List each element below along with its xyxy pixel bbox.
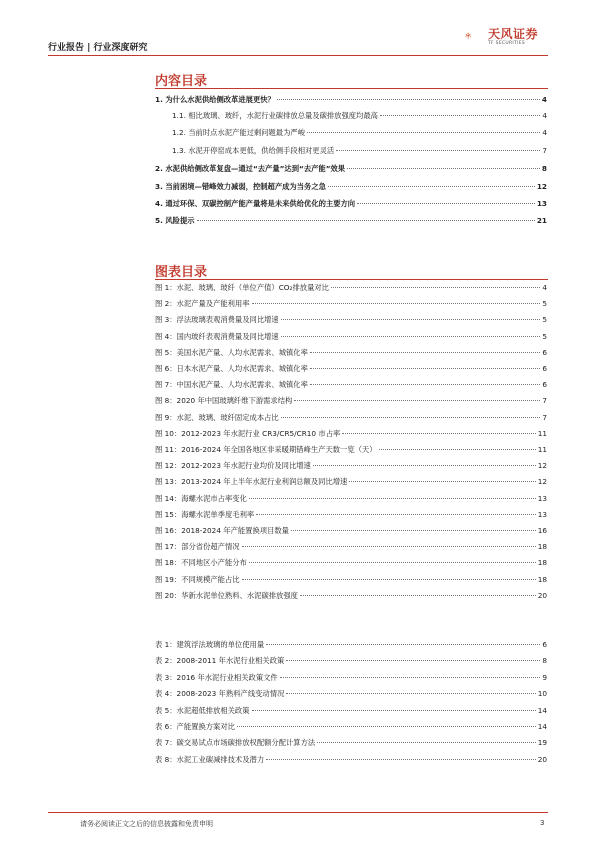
toc-entry[interactable]: 图 7：中国水泥产量、人均水泥需求、城镇化率 6 [155, 380, 547, 390]
toc-entry[interactable]: 表 1：建筑浮法玻璃的单位使用量 6 [155, 640, 547, 649]
logo-text-cn: 天风证券 [488, 27, 539, 41]
toc-entry[interactable]: 图 6：日本水泥产量、人均水泥需求、城镇化率 6 [155, 364, 547, 373]
toc-entry[interactable]: 表 8：水泥工业碳减排技术及潜力 20 [155, 754, 547, 764]
toc-entry[interactable]: 图 19：不同规模产能占比 18 [155, 574, 547, 584]
figures-title: 图表目录 [155, 265, 208, 280]
contents-title: 内容目录 [155, 74, 208, 89]
header-divider [48, 55, 548, 56]
page-number: 3 [540, 819, 545, 827]
toc-entry[interactable]: 表 5：水泥超低排放相关政策 14 [155, 705, 547, 715]
toc-entry[interactable]: 图 9：水泥、玻璃、玻纤固定成本占比 7 [155, 412, 547, 422]
toc-entry[interactable]: 图 13：2013-2024 年上半年水泥行业利润总额及同比增速 12 [155, 477, 547, 487]
toc-entry[interactable]: 图 15：海螺水泥单季度毛利率 13 [155, 509, 547, 519]
toc-entry[interactable]: 2. 水泥供给侧改革复盘—通过“去产量”达到“去产能”效果 8 [155, 164, 547, 173]
toc-entry[interactable]: 图 8：2020 年中国玻璃纤维下游需求结构 7 [155, 396, 547, 406]
contents-title-rule [155, 88, 548, 89]
toc-entry[interactable]: 表 6：产能置换方案对比 14 [155, 722, 547, 731]
toc-entry[interactable]: 图 2：水泥产量及产能利用率 5 [155, 299, 547, 309]
toc-entry[interactable]: 表 2：2008-2011 年水泥行业相关政策 8 [155, 656, 547, 666]
toc-entry[interactable]: 1.1. 相比玻璃、玻纤，水泥行业碳排放总量及碳排放强度均最高 4 [172, 111, 547, 120]
toc-entry[interactable]: 图 11：2016-2024 年全国各地区非采暖期错峰生产天数一览（天） 11 [155, 445, 547, 454]
toc-entry[interactable]: 图 14：海螺水泥市占率变化 13 [155, 493, 547, 503]
toc-entry[interactable]: 图 18：不同地区小产能分布 18 [155, 558, 547, 568]
toc-entry[interactable]: 表 7：碳交易试点市场碳排放权配额分配计算方法 19 [155, 738, 547, 748]
footer-divider [48, 812, 548, 813]
disclaimer-text: 请务必阅读正文之后的信息披露和免责申明 [80, 820, 213, 828]
tf-securities-logo-icon [465, 22, 489, 50]
toc-entry[interactable]: 1.3. 水泥开停窑成本更低，供给侧手段相对更灵活 7 [172, 146, 547, 155]
report-category-header: 行业报告 | 行业深度研究 [48, 43, 148, 53]
toc-entry[interactable]: 表 3：2016 年水泥行业相关政策文件 9 [155, 672, 547, 682]
toc-entry[interactable]: 3. 当前困境—错峰效力减弱，控制超产成为当务之急 12 [155, 182, 547, 191]
toc-entry[interactable]: 表 4：2008-2023 年熟料产线变动情况 10 [155, 689, 547, 699]
toc-entry[interactable]: 图 10：2012-2023 年水泥行业 CR3/CR5/CR10 市占率 11 [155, 428, 547, 438]
toc-entry[interactable]: 图 20：华新水泥单位熟料、水泥碳排放强度 20 [155, 590, 547, 600]
toc-entry[interactable]: 图 12：2012-2023 年水泥行业均价及同比增速 12 [155, 461, 547, 471]
toc-entry[interactable]: 5. 风险提示 21 [155, 216, 547, 225]
toc-entry[interactable]: 1. 为什么水泥供给侧改革进展更快？ 4 [155, 95, 547, 104]
toc-entry[interactable]: 1.2. 当前时点水泥产能过剩问题最为严峻 4 [172, 128, 547, 137]
toc-entry[interactable]: 图 16：2018-2024 年产能置换项目数量 16 [155, 526, 547, 535]
toc-entry[interactable]: 图 17：部分省份超产情况 18 [155, 542, 547, 552]
toc-entry[interactable]: 图 3：浮法玻璃表观消费量及同比增速 5 [155, 315, 547, 325]
toc-entry[interactable]: 图 5：美国水泥产量、人均水泥需求、城镇化率 6 [155, 347, 547, 357]
toc-entry[interactable]: 图 4：国内玻纤表观消费量及同比增速 5 [155, 331, 547, 341]
figures-title-rule [155, 279, 548, 280]
logo-text-en: TF SECURITIES [488, 41, 526, 46]
toc-entry[interactable]: 4. 通过环保、双碳控制产能产量将是未来供给优化的主要方向 13 [155, 199, 547, 208]
toc-entry[interactable]: 图 1：水泥、玻璃、玻纤（单位产值）CO₂排放量对比 4 [155, 283, 547, 292]
